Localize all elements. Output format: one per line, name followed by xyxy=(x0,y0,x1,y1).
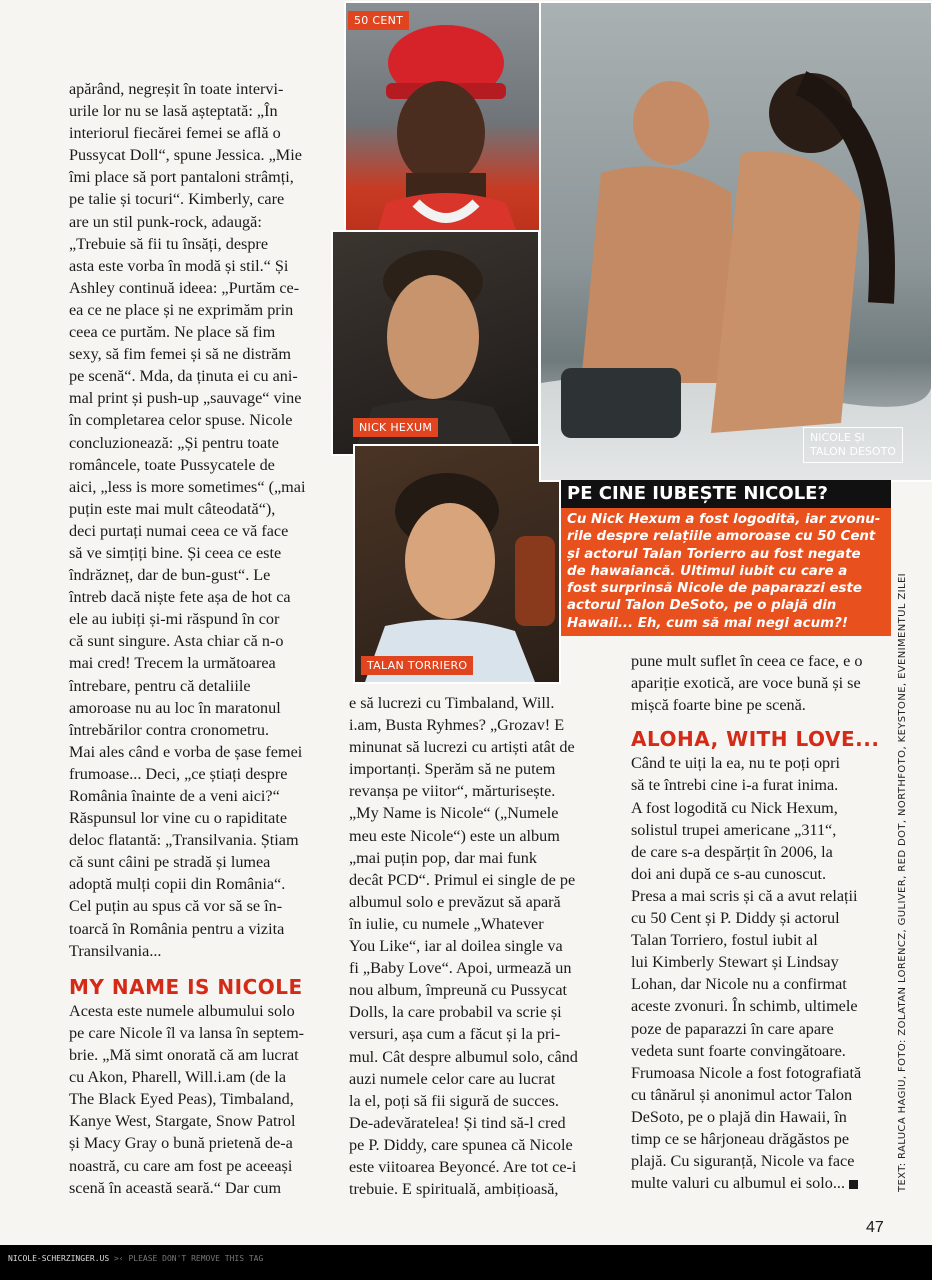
talan-torriero-portrait-icon xyxy=(355,446,559,682)
middle-text: e să lucrezi cu Timbaland, Will. i.am, Busta Ryhmes? „Grozav! E minunat să lucrezi cu artiști atât de importanți. Sperăm să ne putem revanșa pe viitor“, mărturisește. „My Name is Nicole“ („Numele meu este Nicole“) este un album „mai puțin pop, dar mai funk decât PCD“. Primul ei single de pe albumul solo e prevăzut să apară în iulie, cu numele „Whatever You Like“, iar al doilea single va fi „Baby Love“. Apoi, urmează un nou album, împreună cu Pussycat Dolls, la care probabil va scrie și versuri, așa cum a făcut și la pri- mul. Cât despre albumul solo, când auzi numele celor care au lucrat la el, poți să fii sigură de succes. De-adevăratelea! Și tind să-l cred pe P. Diddy, care spunea că Nicole este viitoarea Beyoncé. Are tot ce-i trebuie. E spirituală, ambițioasă, xyxy=(349,694,578,1199)
sidebar-text: Cu Nick Hexum a fost logodită, iar zvonu- rile despre relațiile amoroase cu 50 Cent și actorul Talan Torierro au fost negate de hawaiancă. Ultimul iubit cu care a fost surprinsă Nicole de paparazzi este actorul Talon DeSoto, pe o plajă din Hawaii... Eh, cum să mai negi acum?! xyxy=(561,508,891,636)
left-intro-text: apărând, negreșit în toate intervi- urile lor nu se lasă așteptată: „În interiorul fiecărei femei se află o Pussycat Doll“, spune Jessica. „Mie îmi place să port pantaloni strâmți, pe talie și tocuri“. Kimberly, care are un stil punk-rock, adaugă: „Trebuie să fii tu însăți, despre asta este vorba în modă și stil.“ Și Ashley continuă ideea: „Purtăm ce- ea ce ne place și ne exprimăm prin ceea ce purtăm. Ne place să fim sexy, să fim femei și să ne distrăm pe scenă“. Mda, da ținuta ei cu ani- mal print și push-up „sauvage“ vine în completarea celor spuse. Nicole concluzionează: „Și pentru toate româncele, toate Pussycatele de aici, „less is more sometimes“ („mai puțin este mai mult câteodată“), deci purtați numai ceea ce vă face să ve simțiți bine. Și ceea ce este îndrăzneț, dar de bun-gust“. Le întreb dacă niște fete așa de hot ca ele au iubiți și-mi răspund în cor că sunt singure. Asta chiar că n-o mai cred! Trecem la următoarea întrebare, pentru că detaliile amoroase nu au loc în maratonul întrebărilor contra cronometru. Mai ales când e vorba de șase femei frumoase... Deci, „ce știați despre România înainte de a veni aici?“ Răspunsul lor vine cu o rapiditate deloc flatantă: „Transilvania. Știam că sunt câini pe stradă și lumea adoptă mulți copii din România“. Cel puțin au spus că vor să se în- toarcă în România pentru a vizita Transilvania... xyxy=(69,80,306,960)
left-column xyxy=(69,78,339,1199)
middle-column xyxy=(349,692,614,1200)
right-text xyxy=(631,752,893,1194)
caption-nick-hexum: NICK HEXUM xyxy=(353,418,438,437)
caption-50-cent: 50 CENT xyxy=(348,11,409,30)
right-text-body: Când te uiți la ea, nu te poți opri să te întrebi cine i-a furat inima. A fost logodită cu Nick Hexum, solistul trupei americane „311“, de care s-a despărțit în 2006, la doi ani după ce s-au cunoscut. Presa a mai scris și că a avut relații cu 50 Cent și P. Diddy și actorul Talan Torriero, fostul iubit al lui Kimberly Stewart și Lindsay Lohan, dar Nicole nu a confirmat aceste zvonuri. În schimb, ultimele poze de paparazzi în care apare vedeta sunt foarte convingătoare. Frumoasa Nicole a fost fotografiată cu tânărul și anonimul actor Talon DeSoto, pe o plajă din Hawaii, în timp ce se hârjoneau drăgăstos pe plajă. Cu siguranță, Nicole va face multe valuri cu albumul ei solo... xyxy=(631,754,862,1193)
section-heading-my-name-is-nicole: MY NAME IS NICOLE xyxy=(69,974,303,999)
footer-site: NICOLE-SCHERZINGER.US xyxy=(8,1254,110,1263)
footer-separator: >‹ xyxy=(113,1254,124,1263)
section-heading-aloha-with-love: ALOHA, WITH LOVE... xyxy=(631,727,880,752)
beach-couple-photo-icon xyxy=(541,3,931,480)
end-of-article-icon xyxy=(849,1180,858,1189)
photo-credit: TEXT: RALUCA HAGIU, FOTO: ZOLATAN LORENCZ, GULIVER, RED DOT, NORTHFOTO, KEYSTONE, EVENIMENTUL ZILEI xyxy=(897,572,908,1192)
photo-nicole-and-talon-desoto xyxy=(541,3,931,480)
sidebar-title: PE CINE IUBEȘTE NICOLE? xyxy=(561,480,891,508)
footer-tag xyxy=(0,1245,932,1280)
caption-nicole-and-talon-desoto: NICOLE ȘI TALON DESOTO xyxy=(803,427,903,463)
page-number: 47 xyxy=(866,1219,884,1236)
photo-talan-torriero xyxy=(355,446,559,682)
caption-talan-torriero: TALAN TORRIERO xyxy=(361,656,473,675)
right-intro-text: pune mult suflet în ceea ce face, e o apariție exotică, are voce bună și se mișcă foarte bine pe scenă. xyxy=(631,652,863,715)
photo-50-cent xyxy=(346,3,546,270)
photo-nick-hexum xyxy=(333,232,538,454)
right-column xyxy=(631,650,893,1194)
fifty-cent-portrait-icon xyxy=(346,3,546,270)
footer-note: PLEASE DON'T REMOVE THIS TAG xyxy=(128,1254,264,1263)
left-album-text: Acesta este numele albumului solo pe care Nicole îl va lansa în septem- brie. „Mă simt onorată că am lucrat cu Akon, Pharell, Will.i.am (de la The Black Eyed Peas), Timbaland, Kanye West, Stargate, Snow Patrol și Macy Gray o bună prietenă de-a noastră, cu care am fost pe aceeași scenă în această seară.“ Dar cum xyxy=(69,1001,305,1197)
